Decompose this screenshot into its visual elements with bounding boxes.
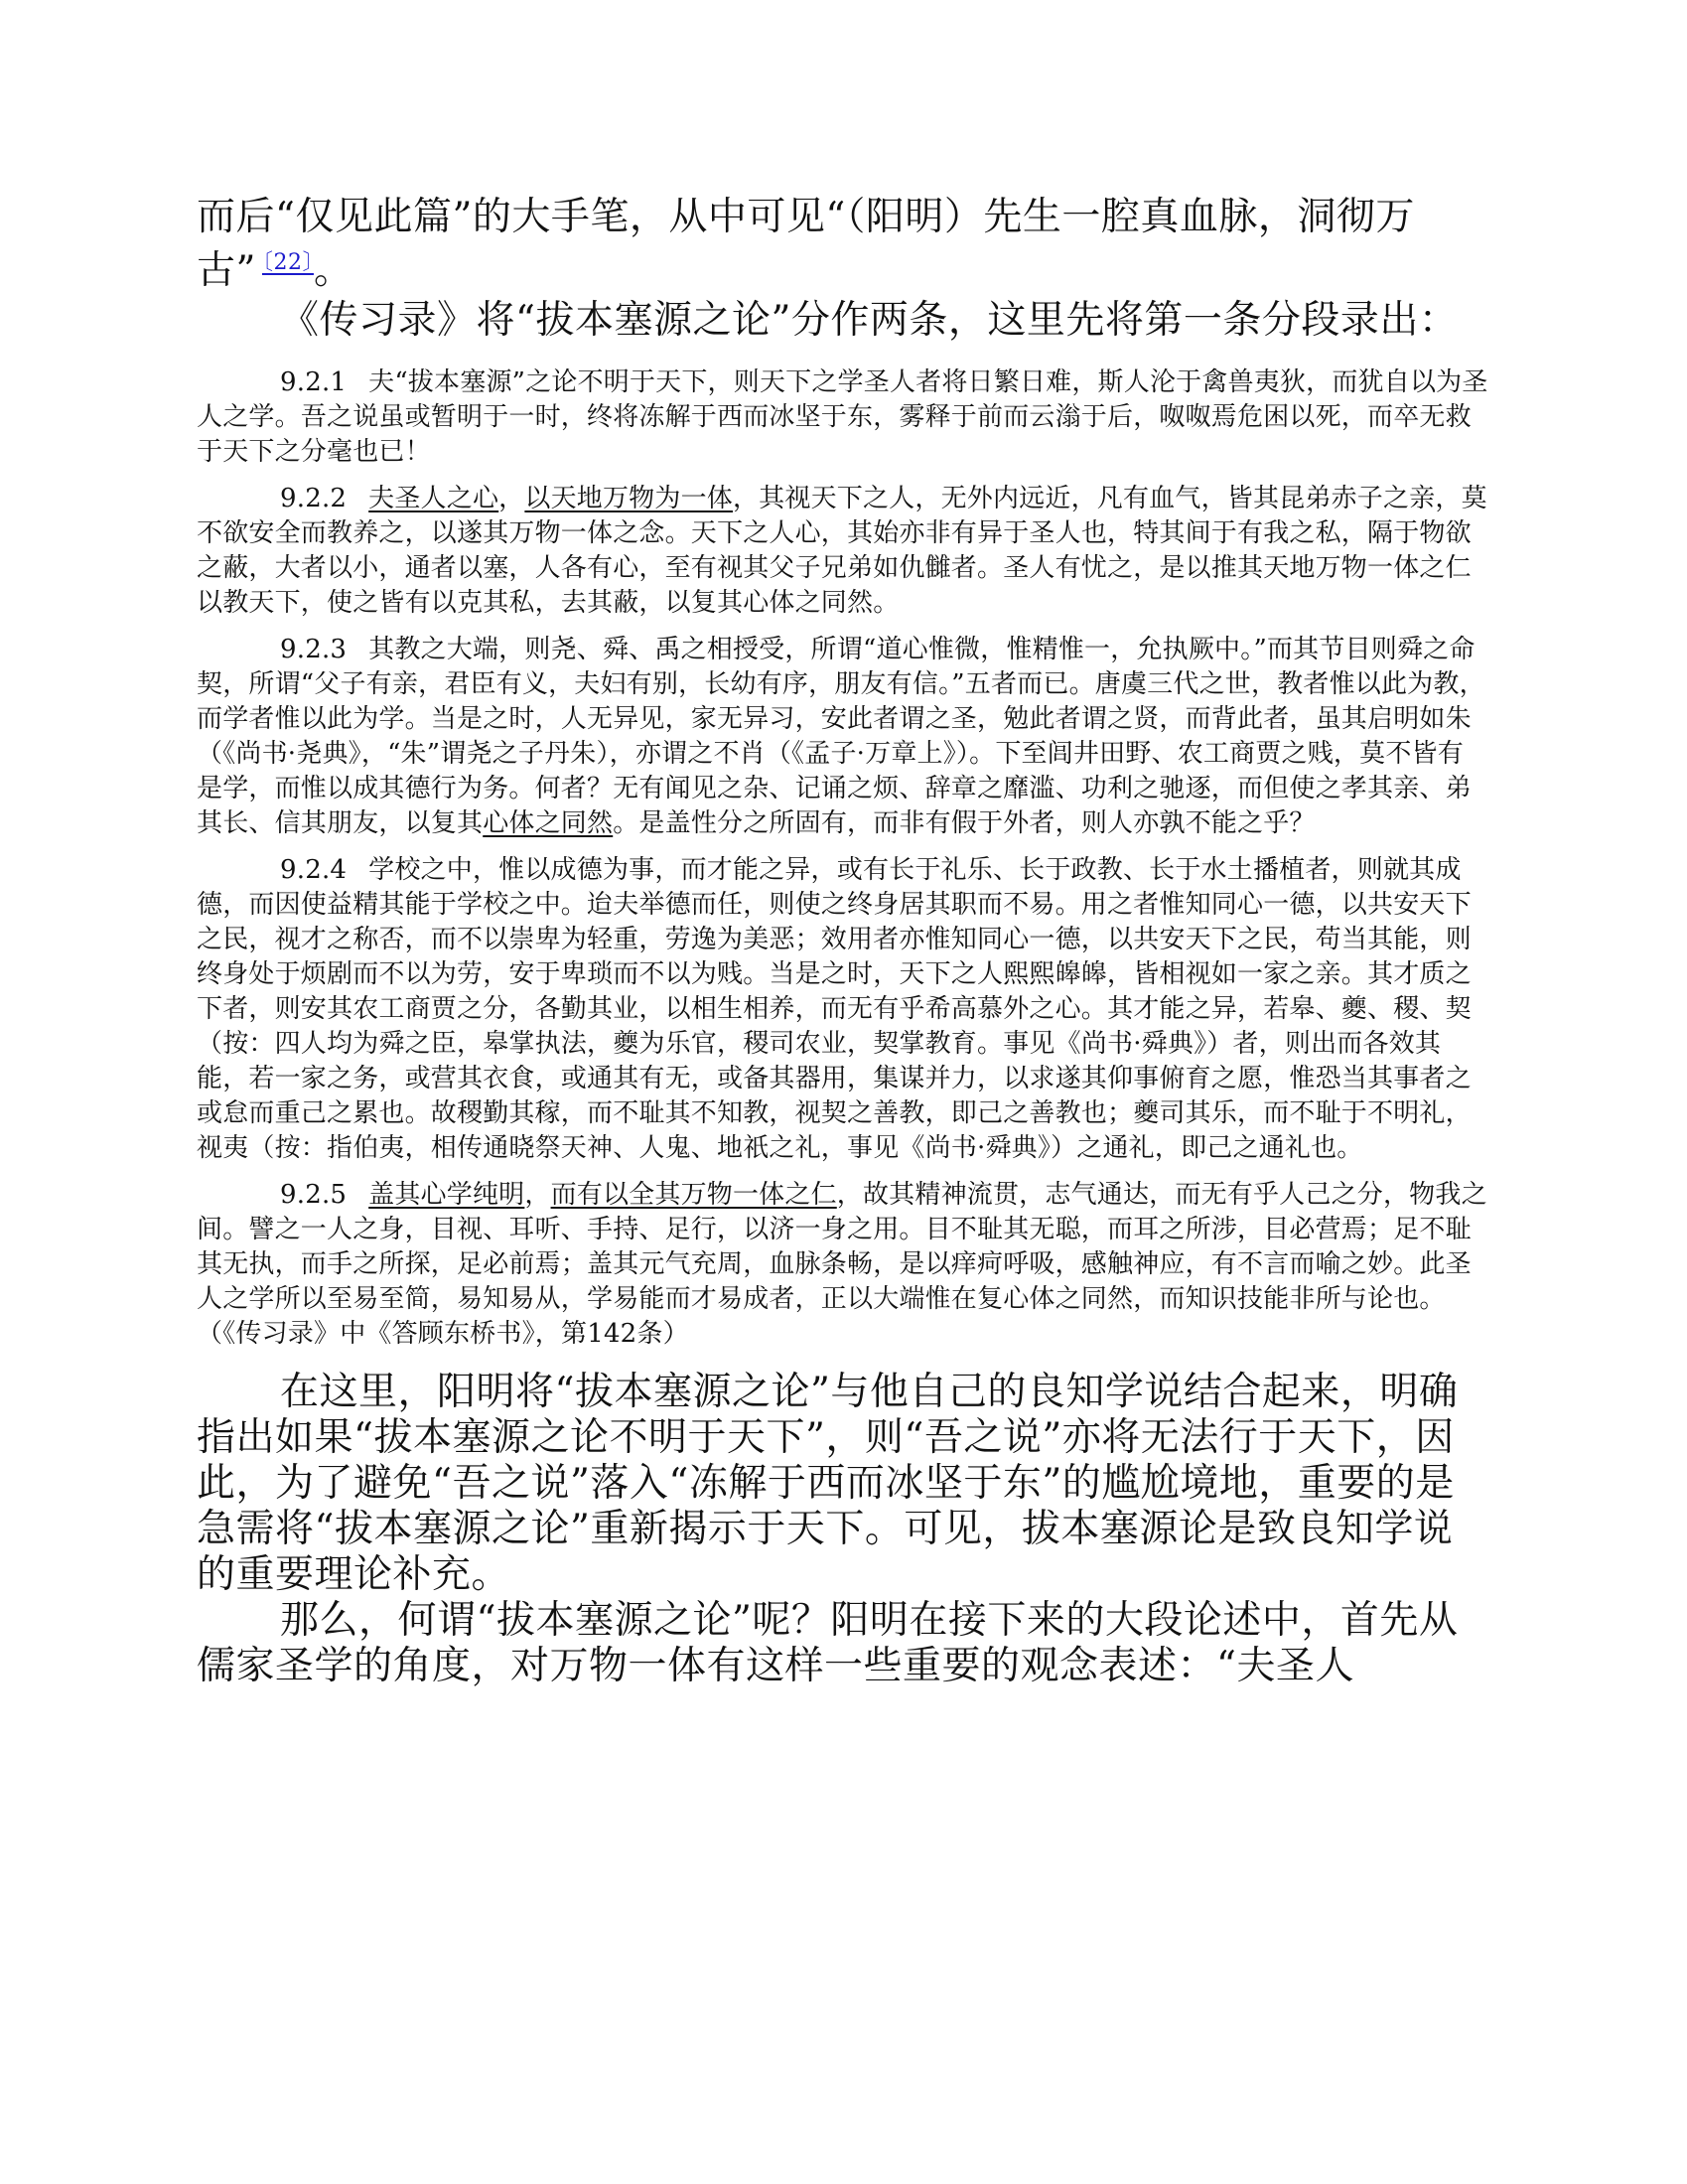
- quote-text: 学校之中，惟以成德为事，而才能之异，或有长于礼乐、长于政教、长于水土播植者，则就其成德，而因使益精其能于学校之中。迨夫举德而任，则使之终身居其职而不易。用之者惟知同心一德，以共安天下之民，视才之称否，而不以崇卑为轻重，劳逸为美恶；效用者亦惟知同心一德，以共安天下之民，苟当其能，则终身处于烦剧而不以为劳，安于卑琐而不以为贱。当是之时，天下之人熙熙皞皞，皆相视如一家之亲。其才质之下者，则安其农工商贾之分，各勤其业，以相生相养，而无有乎希高慕外之心。其才能之异，若皋、夔、稷、契（按：四人均为舜之臣，皋掌执法，夔为乐官，稷司农业，契掌教育。事见《尚书·舜典》）者，则出而各效其能，若一家之务，或营其衣食，或通其有无，或备其器用，集谋并力，以求遂其仰事俯育之愿，惟恐当其事者之或怠而重己之累也。故稷勤其稼，而不耻其不知教，视契之善教，即己之善教也；夔司其乐，而不耻于不明礼，视夷（按：指伯夷，相传通晓祭天神、人鬼、地祇之礼，事见《尚书·舜典》）之通礼，即己之通礼也。: [197, 855, 1472, 1163]
- quote-text: ，故其精神流贯，志气通达，而无有乎人己之分，物我之间。譬之一人之身，目视、耳听、手持、足行，以济一身之用。目不耻其无聪，而耳之所涉，目必营焉；足不耻其无执，而手之所探，足必前焉；盖其元气充周，血脉条畅，是以痒疴呼吸，感触神应，有不言而喻之妙。此圣人之学所以至易至简，易知易从，学易能而才易成者，正以大端惟在复心体之同然，而知识技能非所与论也。（《传习录》中《答顾东桥书》，第142条）: [197, 1180, 1487, 1349]
- quote-number: 9.2.3: [280, 635, 348, 664]
- quote-passage: [197, 482, 1489, 621]
- quote-passage: [197, 1178, 1489, 1352]
- quote-passage: [197, 633, 1489, 841]
- quote-passage: [197, 365, 1489, 470]
- quote-text: ，其视天下之人，无外内远近，凡有血气，皆其昆弟赤子之亲，莫不欲安全而教养之，以遂其万物一体之念。天下之人心，其始亦非有异于圣人也，特其间于有我之私，隔于物欲之蔽，大者以小，通者以塞，人各有心，至有视其父子兄弟如仇雠者。圣人有忧之，是以推其天地万物一体之仁以教天下，使之皆有以克其私，去其蔽，以复其心体之同然。: [197, 484, 1487, 618]
- underlined-phrase: 夫圣人之心: [368, 484, 499, 513]
- quote-number: 9.2.2: [280, 484, 348, 513]
- quote-number: 9.2.5: [280, 1180, 348, 1210]
- quote-passage: [197, 853, 1489, 1166]
- quote-number: 9.2.1: [280, 367, 348, 397]
- quote-number: 9.2.4: [280, 855, 348, 885]
- document-page: [197, 195, 1489, 1689]
- underlined-phrase: 以天地万物为一体: [524, 484, 733, 513]
- underlined-phrase: 心体之同然: [483, 808, 614, 838]
- quoted-passages: [197, 365, 1489, 1352]
- underlined-phrase: 盖其心学纯明: [368, 1180, 525, 1210]
- quote-text: 。是盖性分之所固有，而非有假于外者，则人亦孰不能之乎？: [613, 808, 1316, 838]
- intro-paragraph-1: [197, 195, 1489, 294]
- underlined-phrase: 而有以全其万物一体之仁: [550, 1180, 837, 1210]
- quote-text: ，: [524, 1180, 551, 1210]
- footnote-link-22[interactable]: 〔22〕: [261, 250, 314, 275]
- quote-text: 夫“拔本塞源”之论不明于天下，则天下之学圣人者将日繁日难，斯人沦于禽兽夷狄，而犹自以为圣人之学。吾之说虽或暂明于一时，终将冻解于西而冰坚于东，雾释于前而云滃于后，呶呶焉危困以死，而卒无救于天下之分毫也已！: [197, 367, 1488, 467]
- quote-text: ，: [498, 484, 525, 513]
- intro-paragraph-2: 《传习录》将“拔本塞源之论”分作两条，这里先将第一条分段录出：: [280, 298, 1459, 343]
- outro-paragraph-2: 那么，何谓“拔本塞源之论”呢？阳明在接下来的大段论述中，首先从儒家圣学的角度，对万物一体有这样一些重要的观念表述：“夫圣人: [197, 1598, 1459, 1688]
- intro-paragraph-1-text: 而后“仅见此篇”的大手笔，从中可见“（阳明）先生一腔真血脉，洞彻万古”: [197, 195, 1415, 293]
- outro-paragraph-1: 在这里，阳明将“拔本塞源之论”与他自己的良知学说结合起来，明确指出如果“拔本塞源之论不明于天下”，则“吾之说”亦将无法行于天下，因此，为了避免“吾之说”落入“冻解于西而冰坚于东”的尴尬境地，重要的是急需将“拔本塞源之论”重新揭示于天下。可见，拔本塞源论是致良知学说的重要理论补充。: [197, 1370, 1459, 1597]
- quote-text: 其教之大端，则尧、舜、禹之相授受，所谓“道心惟微，惟精惟一，允执厥中。”而其节目则舜之命契，所谓“父子有亲，君臣有义，夫妇有别，长幼有序，朋友有信。”五者而已。唐虞三代之世，教者惟以此为教，而学者惟以此为学。当是之时，人无异见，家无异习，安此者谓之圣，勉此者谓之贤，而背此者，虽其启明如朱（《尚书·尧典》，“朱”谓尧之子丹朱），亦谓之不肖（《孟子·万章上》）。下至闾井田野、农工商贾之贱，莫不皆有是学，而惟以成其德行为务。何者？无有闻见之杂、记诵之烦、辞章之靡滥、功利之驰逐，而但使之孝其亲、弟其长、信其朋友，以复其: [197, 635, 1485, 838]
- intro-paragraph-1-end: 。: [313, 248, 353, 293]
